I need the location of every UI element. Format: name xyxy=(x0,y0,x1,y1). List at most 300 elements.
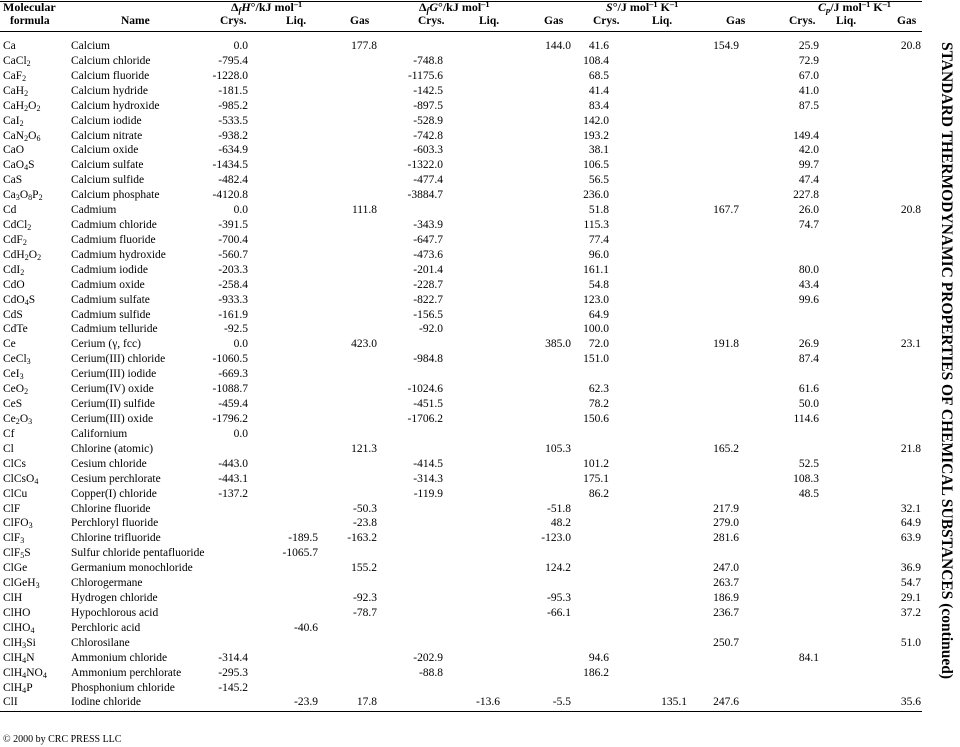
formula-cell: CdO$_4$S xyxy=(3,293,36,307)
value-cell: 42.0 xyxy=(798,144,819,157)
formula-cell: Cl xyxy=(3,442,14,455)
formula-cell: ClCs xyxy=(3,457,27,470)
value-cell: 72.0 xyxy=(588,338,609,351)
value-cell: 25.9 xyxy=(798,40,819,52)
value-cell: 62.3 xyxy=(588,383,609,396)
header-entropy: S°/J mol$^{-1}$ $K^{-1}$ xyxy=(606,0,679,14)
value-cell: -1228.0 xyxy=(212,69,248,82)
formula-cell: CaO xyxy=(3,144,25,157)
value-cell: 193.2 xyxy=(583,129,609,142)
table-row xyxy=(0,502,930,517)
value-cell: 41.6 xyxy=(588,40,609,52)
value-cell: 68.5 xyxy=(588,69,609,82)
value-cell: 48.2 xyxy=(550,517,571,530)
value-cell: -137.2 xyxy=(218,487,248,500)
table-row xyxy=(0,173,930,188)
value-cell: -142.5 xyxy=(413,84,443,97)
value-cell: -938.2 xyxy=(218,129,248,142)
formula-cell: ClF$_5$S xyxy=(3,547,31,561)
table-row xyxy=(0,54,930,69)
formula-cell: CaO$_4$S xyxy=(3,159,35,173)
value-cell: -1175.6 xyxy=(407,69,443,82)
header-phase: Gas xyxy=(726,15,746,27)
table-row xyxy=(0,203,930,218)
value-cell: 32.1 xyxy=(900,502,921,515)
value-cell: -634.9 xyxy=(218,144,248,157)
value-cell: -560.7 xyxy=(218,248,248,261)
formula-cell: ClF$_3$ xyxy=(3,532,25,546)
value-cell: 23.1 xyxy=(900,338,921,351)
value-cell: -92.5 xyxy=(224,323,248,336)
formula-cell: CaF$_2$ xyxy=(3,69,27,83)
formula-cell: CeCl$_3$ xyxy=(3,353,31,367)
value-cell: -443.0 xyxy=(218,457,248,470)
formula-cell: CdTe xyxy=(3,323,28,336)
value-cell: 41.0 xyxy=(798,84,819,97)
value-cell: -473.6 xyxy=(413,248,443,261)
value-cell: 236.7 xyxy=(713,606,739,619)
table-row xyxy=(0,412,930,427)
table-row xyxy=(0,129,930,144)
formula-cell: ClHO xyxy=(3,606,31,619)
value-cell: -533.5 xyxy=(218,114,248,127)
name-cell: Cadmium sulfate xyxy=(71,293,150,306)
name-cell: Germanium monochloride xyxy=(71,562,193,575)
formula-cell: CdS xyxy=(3,308,23,321)
value-cell: -647.7 xyxy=(413,233,443,246)
name-cell: Sulfur chloride pentafluoride xyxy=(71,547,205,560)
value-cell: -459.4 xyxy=(218,398,248,411)
table-row xyxy=(0,681,930,696)
value-cell: 101.2 xyxy=(583,457,609,470)
name-cell: Calcium chloride xyxy=(71,54,151,67)
value-cell: 51.0 xyxy=(900,636,921,649)
header-phase: Liq. xyxy=(652,15,673,27)
table-row xyxy=(0,636,930,651)
table-row xyxy=(0,651,930,666)
value-cell: 26.9 xyxy=(798,338,819,351)
formula-cell: CeO$_2$ xyxy=(3,383,29,397)
value-cell: -4120.8 xyxy=(212,189,248,202)
name-cell: Cerium(IV) oxide xyxy=(71,383,154,396)
value-cell: -1065.7 xyxy=(282,547,318,560)
value-cell: -203.3 xyxy=(218,263,248,276)
value-cell: 124.2 xyxy=(545,562,571,575)
value-cell: 29.1 xyxy=(900,592,921,605)
value-cell: 87.5 xyxy=(798,99,819,112)
value-cell: 74.7 xyxy=(798,219,819,232)
value-cell: -201.4 xyxy=(413,263,443,276)
name-cell: Chlorine fluoride xyxy=(71,502,151,515)
value-cell: 227.8 xyxy=(793,189,819,202)
name-cell: Copper(I) chloride xyxy=(71,487,157,500)
value-cell: 0.0 xyxy=(233,427,248,440)
header-rule xyxy=(0,31,922,32)
table-row xyxy=(0,606,930,621)
name-cell: Chlorine trifluoride xyxy=(71,532,161,545)
value-cell: -92.0 xyxy=(419,323,443,336)
table-row xyxy=(0,397,930,412)
formula-cell: CeI$_3$ xyxy=(3,368,24,382)
value-cell: 56.5 xyxy=(588,174,609,187)
header-phase: Liq. xyxy=(479,15,500,27)
table-row xyxy=(0,278,930,293)
value-cell: 144.0 xyxy=(545,40,571,52)
value-cell: 0.0 xyxy=(233,338,248,351)
value-cell: 111.8 xyxy=(351,204,377,217)
value-cell: -1060.5 xyxy=(212,353,248,366)
formula-cell: CaCl$_2$ xyxy=(3,54,31,68)
value-cell: -258.4 xyxy=(218,278,248,291)
value-cell: 0.0 xyxy=(233,204,248,217)
table-row xyxy=(0,218,930,233)
value-cell: -933.3 xyxy=(218,293,248,306)
value-cell: -314.4 xyxy=(218,651,248,664)
value-cell: 20.8 xyxy=(900,204,921,217)
header-phase: Crys. xyxy=(789,15,816,27)
table-row xyxy=(0,531,930,546)
value-cell: 142.0 xyxy=(583,114,609,127)
value-cell: -1322.0 xyxy=(407,159,443,172)
value-cell: 279.0 xyxy=(713,517,739,530)
value-cell: 123.0 xyxy=(583,293,609,306)
name-cell: Calcium sulfide xyxy=(71,174,145,187)
value-cell: 54.7 xyxy=(900,577,921,590)
name-cell: Cerium(II) sulfide xyxy=(71,398,155,411)
value-cell: 423.0 xyxy=(351,338,377,351)
table-row xyxy=(0,546,930,561)
value-cell: -123.0 xyxy=(541,532,571,545)
value-cell: 115.3 xyxy=(583,219,609,232)
value-cell: -295.3 xyxy=(218,666,248,679)
name-cell: Calcium oxide xyxy=(71,144,139,157)
value-cell: 51.8 xyxy=(588,204,609,217)
header-molecular: Molecular xyxy=(3,0,56,14)
value-cell: -13.6 xyxy=(476,696,500,709)
value-cell: 87.4 xyxy=(798,353,819,366)
value-cell: -189.5 xyxy=(288,532,318,545)
bottom-rule xyxy=(0,711,922,712)
value-cell: -163.2 xyxy=(347,532,377,545)
formula-cell: $CaN_2O_6$ xyxy=(3,129,41,143)
value-cell: 96.0 xyxy=(588,248,609,261)
formula-cell: $ClH_4NO_4$ xyxy=(3,666,47,680)
value-cell: 191.8 xyxy=(713,338,739,351)
value-cell: -161.9 xyxy=(218,308,248,321)
value-cell: 26.0 xyxy=(798,204,819,217)
value-cell: 67.0 xyxy=(798,69,819,82)
name-cell: Calcium nitrate xyxy=(71,129,143,142)
value-cell: -95.3 xyxy=(547,592,571,605)
value-cell: 72.9 xyxy=(798,54,819,67)
name-cell: Calcium fluoride xyxy=(71,69,150,82)
formula-cell: $CaH_2O_2$ xyxy=(3,99,41,113)
value-cell: 108.4 xyxy=(583,54,609,67)
name-cell: Perchloryl fluoride xyxy=(71,517,159,530)
formula-cell: ClGe xyxy=(3,562,28,575)
formula-cell: ClF xyxy=(3,502,21,515)
value-cell: -1706.2 xyxy=(407,413,443,425)
formula-cell: CaH$_2$ xyxy=(3,84,29,98)
name-cell: Cerium(III) oxide xyxy=(71,413,154,425)
table-row xyxy=(0,576,930,591)
value-cell: -50.3 xyxy=(353,502,377,515)
formula-cell: ClI xyxy=(3,696,18,709)
value-cell: -1088.7 xyxy=(212,383,248,396)
table-row xyxy=(0,114,930,129)
table-row xyxy=(0,621,930,636)
value-cell: -482.4 xyxy=(218,174,248,187)
name-cell: Calcium xyxy=(71,40,110,52)
name-cell: Calcium hydride xyxy=(71,84,148,97)
value-cell: -477.4 xyxy=(413,174,443,187)
name-cell: Cesium perchlorate xyxy=(71,472,161,485)
value-cell: 150.6 xyxy=(583,413,609,425)
side-title: STANDARD THERMODYNAMIC PROPERTIES OF CHEMICAL SUBSTANCES (continued) xyxy=(938,42,955,680)
value-cell: -23.9 xyxy=(294,696,318,709)
value-cell: 108.3 xyxy=(793,472,819,485)
value-cell: 175.1 xyxy=(583,472,609,485)
name-cell: Cadmium iodide xyxy=(71,263,148,276)
value-cell: 155.2 xyxy=(351,562,377,575)
name-cell: Hypochlorous acid xyxy=(71,606,159,619)
name-cell: Calcium sulfate xyxy=(71,159,144,172)
value-cell: -3884.7 xyxy=(407,189,443,202)
value-cell: 37.2 xyxy=(900,606,921,619)
value-cell: 154.9 xyxy=(713,40,739,52)
value-cell: -985.2 xyxy=(218,99,248,112)
table-row xyxy=(0,442,930,457)
table-row xyxy=(0,233,930,248)
header-enthalpy: $\Delta_fH^\circ/kJ$ mol$^{-1}$ xyxy=(231,0,303,16)
formula-cell: CdCl$_2$ xyxy=(3,219,32,233)
value-cell: 165.2 xyxy=(713,442,739,455)
name-cell: Ammonium perchlorate xyxy=(71,666,182,679)
value-cell: -528.9 xyxy=(413,114,443,127)
table-row xyxy=(0,84,930,99)
formula-cell: CdI$_2$ xyxy=(3,263,25,277)
formula-cell: CdO xyxy=(3,278,25,291)
value-cell: -443.1 xyxy=(218,472,248,485)
name-cell: Cadmium sulfide xyxy=(71,308,151,321)
value-cell: 64.9 xyxy=(900,517,921,530)
value-cell: 250.7 xyxy=(713,636,739,649)
table-row xyxy=(0,308,930,323)
value-cell: 217.9 xyxy=(713,502,739,515)
value-cell: 99.6 xyxy=(798,293,819,306)
name-cell: Chlorosilane xyxy=(71,636,130,649)
table-row xyxy=(0,382,930,397)
value-cell: 50.0 xyxy=(798,398,819,411)
value-cell: 52.5 xyxy=(798,457,819,470)
value-cell: 84.1 xyxy=(798,651,819,664)
table-row xyxy=(0,69,930,84)
header-phase: Crys. xyxy=(220,15,247,27)
formula-cell: ClCsO$_4$ xyxy=(3,472,39,486)
value-cell: -414.5 xyxy=(413,457,443,470)
value-cell: -181.5 xyxy=(218,84,248,97)
table-row xyxy=(0,695,930,710)
value-cell: -748.8 xyxy=(413,54,443,67)
table-row xyxy=(0,322,930,337)
value-cell: 177.8 xyxy=(351,40,377,52)
value-cell: 385.0 xyxy=(545,338,571,351)
value-cell: 121.3 xyxy=(351,442,377,455)
formula-cell: $CdH_2O_2$ xyxy=(3,248,42,262)
value-cell: 86.2 xyxy=(588,487,609,500)
value-cell: 114.6 xyxy=(793,413,819,425)
value-cell: -145.2 xyxy=(218,681,248,694)
header-phase: Crys. xyxy=(418,15,445,27)
name-cell: Hydrogen chloride xyxy=(71,592,158,605)
header-gibbs: $\Delta_fG^\circ/kJ$ mol$^{-1}$ xyxy=(419,0,490,16)
header-phase: Gas xyxy=(897,15,917,27)
formula-cell: ClGeH$_3$ xyxy=(3,577,40,591)
value-cell: -23.8 xyxy=(353,517,377,530)
value-cell: 236.0 xyxy=(583,189,609,202)
name-cell: Perchloric acid xyxy=(71,621,141,634)
formula-cell: ClH xyxy=(3,592,23,605)
header-formula: formula xyxy=(10,15,50,27)
formula-cell: ClHO$_4$ xyxy=(3,621,35,635)
value-cell: 80.0 xyxy=(798,263,819,276)
value-cell: 105.3 xyxy=(545,442,571,455)
table-row xyxy=(0,143,930,158)
value-cell: -669.3 xyxy=(218,368,248,381)
value-cell: 48.5 xyxy=(798,487,819,500)
formula-cell: $Ce_2O_3$ xyxy=(3,413,33,426)
table-row xyxy=(0,263,930,278)
value-cell: 77.4 xyxy=(588,233,609,246)
value-cell: 186.2 xyxy=(583,666,609,679)
value-cell: -40.6 xyxy=(294,621,318,634)
name-cell: Cesium chloride xyxy=(71,457,147,470)
name-cell: Calcium phosphate xyxy=(71,189,160,202)
value-cell: -1434.5 xyxy=(212,159,248,172)
table-row xyxy=(0,367,930,382)
table-row xyxy=(0,352,930,367)
value-cell: -1024.6 xyxy=(407,383,443,396)
value-cell: 106.5 xyxy=(583,159,609,172)
formula-cell: Cd xyxy=(3,204,17,217)
value-cell: -119.9 xyxy=(413,487,443,500)
value-cell: 21.8 xyxy=(900,442,921,455)
value-cell: -742.8 xyxy=(413,129,443,142)
value-cell: 35.6 xyxy=(900,696,921,709)
name-cell: Ammonium chloride xyxy=(71,651,168,664)
table-row xyxy=(0,158,930,173)
value-cell: 0.0 xyxy=(233,40,248,52)
value-cell: 247.0 xyxy=(713,562,739,575)
value-cell: -314.3 xyxy=(413,472,443,485)
value-cell: -795.4 xyxy=(218,54,248,67)
table-row xyxy=(0,516,930,531)
header-heat-capacity: $C_p/J$ mol$^{-1}$ $K^{-1}$ xyxy=(818,0,891,16)
value-cell: 43.4 xyxy=(798,278,819,291)
table-row xyxy=(0,188,930,203)
value-cell: 20.8 xyxy=(900,40,921,52)
value-cell: -700.4 xyxy=(218,233,248,246)
value-cell: 186.9 xyxy=(713,592,739,605)
value-cell: 54.8 xyxy=(588,278,609,291)
value-cell: 64.9 xyxy=(588,308,609,321)
value-cell: -78.7 xyxy=(353,606,377,619)
value-cell: 63.9 xyxy=(900,532,921,545)
name-cell: Cadmium oxide xyxy=(71,278,145,291)
copyright-footer: © 2000 by CRC PRESS LLC xyxy=(3,734,122,745)
table-row xyxy=(0,39,930,54)
name-cell: Calcium hydroxide xyxy=(71,99,160,112)
formula-cell: ClH$_4$N xyxy=(3,651,35,665)
value-cell: 17.8 xyxy=(356,696,377,709)
name-cell: Cadmium telluride xyxy=(71,323,158,336)
table-row xyxy=(0,427,930,442)
value-cell: 99.7 xyxy=(798,159,819,172)
value-cell: 281.6 xyxy=(713,532,739,545)
name-cell: Cerium (γ, fcc) xyxy=(71,338,141,351)
table-row xyxy=(0,487,930,502)
table-row xyxy=(0,293,930,308)
name-cell: Cerium(III) iodide xyxy=(71,368,157,381)
name-cell: Cadmium chloride xyxy=(71,219,157,232)
value-cell: -92.3 xyxy=(353,592,377,605)
value-cell: -88.8 xyxy=(419,666,443,679)
header-phase: Crys. xyxy=(593,15,620,27)
formula-cell: CdF$_2$ xyxy=(3,233,27,247)
name-cell: Cerium(III) chloride xyxy=(71,353,166,366)
header-name: Name xyxy=(121,15,150,27)
value-cell: 161.1 xyxy=(583,263,609,276)
formula-cell: Ca xyxy=(3,40,16,52)
table-row xyxy=(0,561,930,576)
value-cell: -391.5 xyxy=(218,219,248,232)
formula-cell: CaI$_2$ xyxy=(3,114,24,128)
value-cell: 247.6 xyxy=(713,696,739,709)
name-cell: Cadmium hydroxide xyxy=(71,248,166,261)
table-row xyxy=(0,472,930,487)
value-cell: -5.5 xyxy=(552,696,571,709)
name-cell: Calcium iodide xyxy=(71,114,142,127)
value-cell: -603.3 xyxy=(413,144,443,157)
value-cell: 38.1 xyxy=(588,144,609,157)
value-cell: 78.2 xyxy=(588,398,609,411)
table-row xyxy=(0,248,930,263)
value-cell: -897.5 xyxy=(413,99,443,112)
formula-cell: CaS xyxy=(3,174,23,187)
name-cell: Chlorogermane xyxy=(71,577,143,590)
formula-cell: Ce xyxy=(3,338,16,351)
name-cell: Chlorine (atomic) xyxy=(71,442,154,455)
value-cell: 36.9 xyxy=(900,562,921,575)
value-cell: -1796.2 xyxy=(212,413,248,425)
value-cell: 47.4 xyxy=(798,174,819,187)
value-cell: 41.4 xyxy=(588,84,609,97)
name-cell: Cadmium xyxy=(71,204,117,217)
value-cell: 167.7 xyxy=(713,204,739,217)
value-cell: -984.8 xyxy=(413,353,443,366)
formula-cell: ClH$_3$Si xyxy=(3,636,36,650)
value-cell: -66.1 xyxy=(547,606,571,619)
name-cell: Cadmium fluoride xyxy=(71,233,156,246)
value-cell: 94.6 xyxy=(588,651,609,664)
value-cell: 135.1 xyxy=(661,696,687,709)
formula-cell: Cf xyxy=(3,427,15,440)
formula-cell: ClCu xyxy=(3,487,28,500)
value-cell: 83.4 xyxy=(588,99,609,112)
value-cell: -343.9 xyxy=(413,219,443,232)
value-cell: 151.0 xyxy=(583,353,609,366)
value-cell: -451.5 xyxy=(413,398,443,411)
